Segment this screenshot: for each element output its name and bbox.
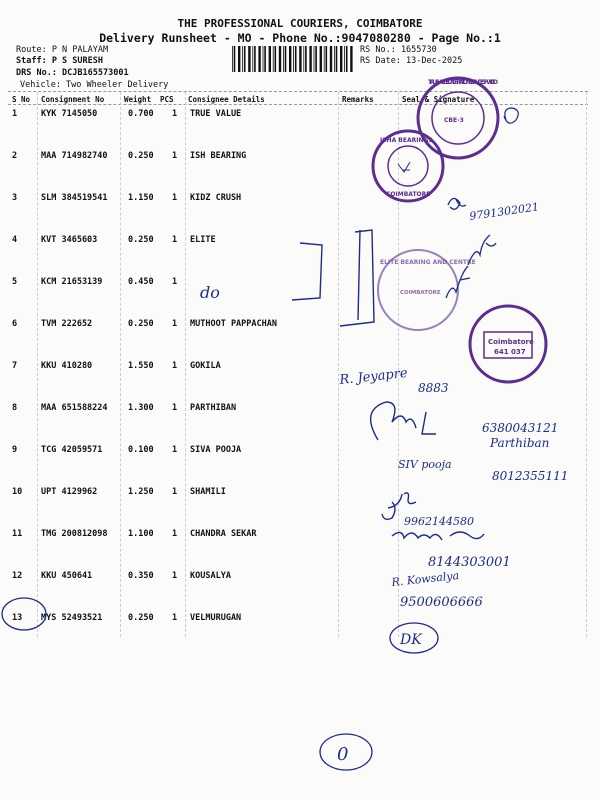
bottom-circle — [320, 734, 372, 770]
row-consignment: TCG 42059571 — [41, 445, 103, 455]
staff-label: Staff: P S SURESH — [16, 56, 103, 66]
stamp-pin: 641 037 — [494, 348, 526, 356]
row-pcs: 1 — [172, 235, 178, 245]
row-consignee: SIVA POOJA — [190, 445, 242, 455]
row-weight: 1.150 — [128, 193, 154, 203]
row-consignee: KIDZ CRUSH — [190, 193, 242, 203]
row-weight: 1.550 — [128, 361, 154, 371]
row-consignee: TRUE VALUE — [190, 109, 242, 119]
row-pcs: 1 — [172, 319, 178, 329]
row-consignment: UPT 4129962 — [41, 487, 98, 497]
row-consignment: KKU 410280 — [41, 361, 93, 371]
row-weight: 0.450 — [128, 277, 154, 287]
col-seal: Seal & Signature — [402, 95, 475, 104]
barcode — [230, 46, 356, 72]
bracket-mark — [292, 243, 322, 300]
drs-number: DRS No.: DCJB165573001 — [16, 68, 129, 78]
row-consignee: SHAMILI — [190, 487, 226, 497]
row-pcs: 1 — [172, 361, 178, 371]
table-row — [0, 571, 600, 585]
handwritten-phone: 6380043121 — [482, 421, 559, 435]
bottom-circle-mark: 0 — [337, 744, 349, 765]
table-row — [0, 151, 600, 165]
stamp-city: COIMBATORE — [386, 191, 431, 198]
row-sno: 10 — [12, 487, 23, 497]
row-weight: 0.250 — [128, 613, 154, 623]
table-row — [0, 319, 600, 333]
row-sno: 6 — [12, 319, 18, 329]
row-sno: 4 — [12, 235, 18, 245]
handwritten-phone: 8012355111 — [492, 469, 569, 483]
handwritten-phone: 9962144580 — [404, 515, 474, 528]
table-row — [0, 403, 600, 417]
row-weight: 1.300 — [128, 403, 154, 413]
table-row — [0, 613, 600, 627]
row-sno: 7 — [12, 361, 18, 371]
row-weight: 0.250 — [128, 319, 154, 329]
table-row — [0, 529, 600, 543]
row-weight: 1.100 — [128, 529, 154, 539]
row-pcs: 1 — [172, 487, 178, 497]
row-consignment: MAA 714982740 — [41, 151, 108, 161]
row-consignment: KYK 7145050 — [41, 109, 98, 119]
row-weight: 0.350 — [128, 571, 154, 581]
row-consignment: KKU 450641 — [41, 571, 93, 581]
row-sno: 12 — [12, 571, 23, 581]
runsheet-subtitle: Delivery Runsheet - MO - Phone No.:9047080280 - Page No.:1 — [99, 31, 501, 45]
row-consignment: TMG 200812098 — [41, 529, 108, 539]
stamp-text: ELITE BEARING AND CENTRE — [380, 259, 476, 266]
col-sno: S No — [12, 95, 31, 104]
handwritten-phone: 9500606666 — [400, 595, 483, 610]
row-sno: 9 — [12, 445, 18, 455]
row-sno: 3 — [12, 193, 18, 203]
handwritten-name: SIV pooja — [398, 458, 452, 471]
row-consignment: MAA 651588224 — [41, 403, 108, 413]
rs-number: RS No.: 1655730 — [360, 45, 437, 55]
header-top-rule — [8, 91, 588, 92]
row-consignment: KVT 3465603 — [41, 235, 98, 245]
col-details: Consignee Details — [188, 95, 265, 104]
row-sno: 11 — [12, 529, 23, 539]
row-consignee: CHANDRA SEKAR — [190, 529, 257, 539]
table-row — [0, 109, 600, 123]
table-row — [0, 235, 600, 249]
vehicle-label: Vehicle: Two Wheeler Delivery — [20, 80, 169, 90]
table-row — [0, 487, 600, 501]
row-pcs: 1 — [172, 613, 178, 623]
row-weight: 0.250 — [128, 151, 154, 161]
stamp-text: ISHA BEARINGS — [380, 137, 433, 144]
row-pcs: 1 — [172, 403, 178, 413]
row-weight: 0.700 — [128, 109, 154, 119]
row-sno: 5 — [12, 277, 18, 287]
row-consignee: MUTHOOT PAPPACHAN — [190, 319, 277, 329]
col-pcs: PCS — [160, 95, 174, 104]
handwritten-name: R. Jeyapre — [338, 365, 409, 388]
handwritten-phone: 9791302021 — [468, 200, 540, 223]
isha-bearings-stamp — [373, 131, 443, 201]
stamp-city: COIMBATORE — [400, 290, 441, 296]
row-pcs: 1 — [172, 109, 178, 119]
header-bottom-rule — [8, 104, 588, 105]
row-pcs: 1 — [172, 445, 178, 455]
row-consignee: KOUSALYA — [190, 571, 231, 581]
stamp-code: CBE-3 — [444, 117, 464, 124]
row-consignment: SLM 384519541 — [41, 193, 108, 203]
col-consignment: Consignment No — [41, 95, 105, 104]
table-row — [0, 361, 600, 375]
dk-mark: DK — [400, 632, 422, 648]
route-label: Route: P N PALAYAM — [16, 45, 109, 55]
table-row — [0, 277, 600, 291]
row-pcs: 1 — [172, 151, 178, 161]
ditto-mark: do — [200, 283, 220, 302]
handwritten-phone: 8144303001 — [428, 555, 511, 570]
row-consignment: KCM 21653139 — [41, 277, 103, 287]
row-consignee: PARTHIBAN — [190, 403, 237, 413]
row-sno: 2 — [12, 151, 18, 161]
rs-date: RS Date: 13-Dec-2025 — [360, 56, 463, 66]
table-row — [0, 193, 600, 207]
row-sno: 13 — [12, 613, 23, 623]
row-weight: 0.100 — [128, 445, 154, 455]
col-remarks: Remarks — [342, 95, 374, 104]
row-weight: 0.250 — [128, 235, 154, 245]
row-pcs: 1 — [172, 193, 178, 203]
row-consignee: GOKILA — [190, 361, 221, 371]
stamp-text: TRUE VALUE CALIBRATION SERVICES PVT LTD — [428, 79, 498, 86]
row-consignment: TVM 222652 — [41, 319, 93, 329]
row-pcs: 1 — [172, 277, 178, 287]
stamp-city: Coimbatore — [488, 338, 534, 346]
company-title: THE PROFESSIONAL COURIERS, COIMBATORE — [177, 17, 423, 30]
row-consignee: VELMURUGAN — [190, 613, 242, 623]
row-weight: 1.250 — [128, 487, 154, 497]
row-pcs: 1 — [172, 571, 178, 581]
row-consignment: MYS 52493521 — [41, 613, 103, 623]
row-consignee: ELITE — [190, 235, 216, 245]
table-row — [0, 445, 600, 459]
row-pcs: 1 — [172, 529, 178, 539]
handwritten-name: R. Kowsalya — [390, 568, 460, 589]
handwritten-phone: 8883 — [418, 381, 449, 395]
row-sno: 8 — [12, 403, 18, 413]
handwritten-name: Parthiban — [490, 436, 550, 450]
row-sno: 1 — [12, 109, 18, 119]
col-weight: Weight — [124, 95, 152, 104]
row-consignee: ISH BEARING — [190, 151, 247, 161]
